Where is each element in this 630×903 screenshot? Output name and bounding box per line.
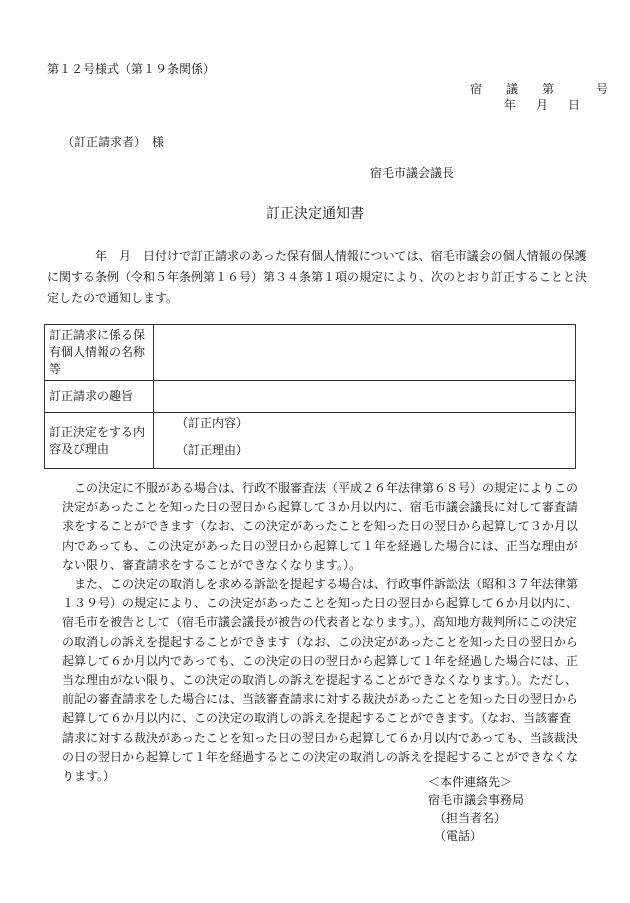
intro-paragraph: 年 月 日付けで訂正請求のあった保有個人情報については、宿毛市議会の個人情報の保護に関する条例（令和５年条例第１６号）第３４条第１項の規定により、次のとおり訂正することと決定したので通知します。 <box>47 249 588 305</box>
document-date: 年 月 日 <box>504 98 585 112</box>
form-number: 第１２号様式（第１９条関係） <box>47 62 216 76</box>
table-row-purpose <box>45 381 576 413</box>
spacer <box>158 432 571 442</box>
table-row-decision <box>45 413 576 469</box>
info-name-value <box>154 325 576 381</box>
contact-office: 宿毛市議会事務局 <box>428 793 525 807</box>
details-table <box>44 324 576 469</box>
notice-paragraph-appeal: この決定に不服がある場合は、行政不服審査法（平成２６年法律第６８号）の規定によりこの決定があったことを知った日の翌日から起算して３か月以内に、宿毛市議会議長に対して審査請求をすることができます（なお、この決定があったことを知った日の翌日から起算して３か月以内であっても、この決定があった日の翌日から起算して１年を経過した場合には、正当な理由がない限り、審査請求をすることができなくなります。）。 <box>62 481 579 572</box>
sender: 宿毛市議会議長 <box>370 166 455 180</box>
purpose-label: 訂正請求の趣旨 <box>45 381 154 413</box>
notice-paragraph-lawsuit: また、この決定の取消しを求める訴訟を提起する場合は、行政事件訴訟法（昭和３７年法律第１３９号）の規定により、この決定があったことを知った日の翌日から起算して６か月以内に、宿毛市を被告として（宿毛市議会議長が被告の代表者となります。）、高知地方裁判所にこの決定の取消しの訴えを提起することができます（なお、この決定があったことを知った日の翌日から起算して６か月以内であっても、この決定の日の翌日から起算して１年を経過した場合には、正当な理由がない限り、この決定の取消しの訴えを提起することができなくなります。）。ただし、前記の審査請求をした場合には、当該審査請求に対する裁決があったことを知った日の翌日から起算して６か月以内に、この決定の取消しの訴えを提起することができます。（なお、当該審査請求に対する裁決があったことを知った日の翌日から起算して６か月以内であっても、当該裁決の日の翌日から起算して１年を経過するとこの決定の取消しの訴えを提起することができなくなります。） <box>62 577 579 784</box>
contact-block <box>428 773 524 845</box>
document-title: 訂正決定通知書 <box>266 206 364 222</box>
info-name-label: 訂正請求に係る保有個人情報の名称等 <box>45 325 154 381</box>
table-row-info-name <box>45 325 576 381</box>
contact-heading: ＜本件連絡先＞ <box>428 775 513 789</box>
contact-phone-label: （電話） <box>434 829 483 843</box>
purpose-value <box>154 381 576 413</box>
decision-value <box>154 413 576 469</box>
correction-content-label: （訂正内容） <box>176 416 249 430</box>
correction-reason-label: （訂正理由） <box>176 443 249 457</box>
contact-person-label: （担当者名） <box>434 811 507 825</box>
notice-section <box>62 479 582 786</box>
document-number: 宿 議 第 号 <box>470 82 615 96</box>
decision-label: 訂正決定をする内容及び理由 <box>45 413 154 469</box>
recipient: （訂正請求者） 様 <box>62 135 165 149</box>
